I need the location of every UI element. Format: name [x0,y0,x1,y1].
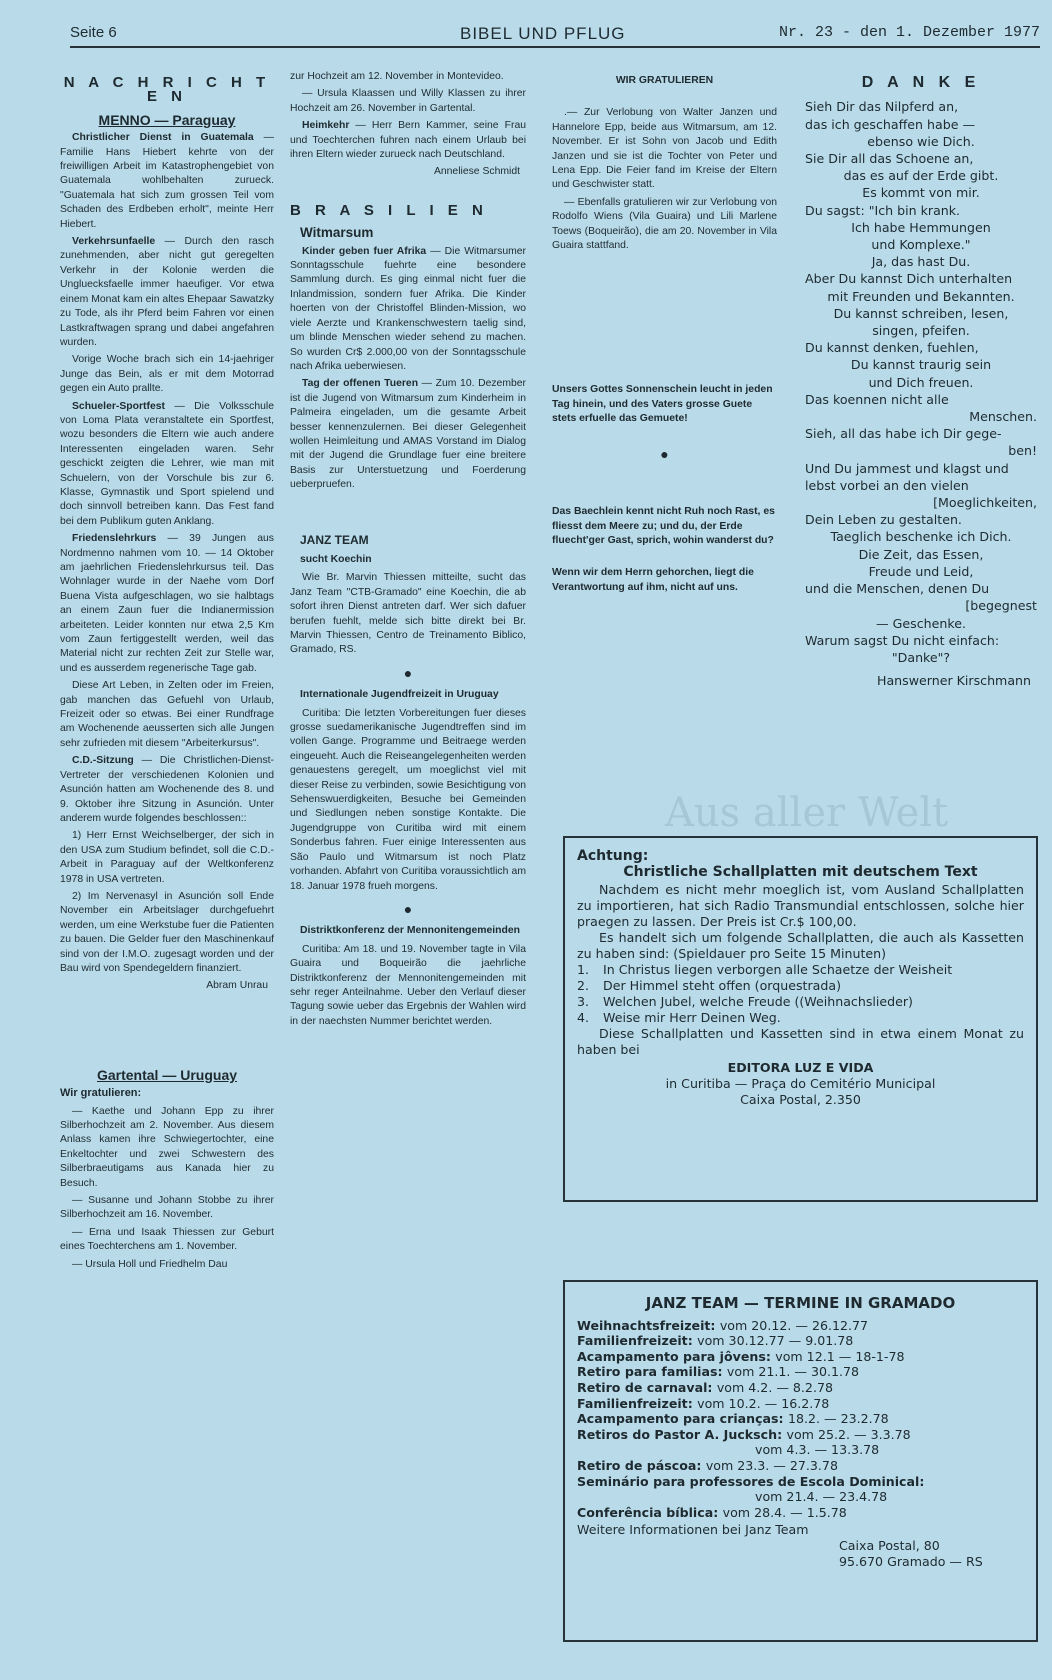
article: C.D.-Sitzung — Die Christlichen-Dienst-Vertreter der verschiedenen Kolonien und Asunción hatten am Wochenende des 8. und 9. Oktober ihre Sitzung in Asunción. Unter anderem wurde folgendes beschlossen:: [60,755,274,824]
schedule-label: Conferência bíblica: [577,1504,723,1520]
schedule-dates: vom 25.2. — 3.3.78 [786,1426,911,1442]
poem-line: "Danke"? [891,649,951,665]
separator-dot: ● [403,664,413,681]
list-item: 2. Der Himmel steht offen (orquestrada) [577,978,841,993]
poem-title: D A N K E [861,74,981,91]
more-info: Weitere Informationen bei Janz Team [577,1522,809,1538]
article: Wie Br. Marvin Thiessen mitteilte, sucht das Janz Team "CTB-Gramado" eine Koechin, die ab sofort ihren Dienst antreten darf. Wer sich dafuer berufen fuehlt, melde sich bitte direkt bei Br. Marvin Thiessen, Centro de Treinamento Biblico, Gramado, RS. [290,572,526,656]
poem-line: [Moeglichkeiten, [933,495,1037,511]
section-brasilien: B R A S I L I E N [290,201,488,219]
schedule-row [577,1474,1024,1490]
poem-line: das ich geschaffen habe — [805,116,976,132]
poem-line: Das koennen nicht alle [805,391,949,407]
schedule-dates: 18.2. — 23.2.78 [787,1411,889,1427]
list-item: 3. Welchen Jubel, welche Freude ((Weihnachslieder) [577,994,913,1009]
poem-line: und die Menschen, denen Du [805,581,990,597]
poem-line: und Komplexe." [871,237,971,253]
schedule-dates: vom 12.1 — 18-1-78 [775,1348,905,1364]
list-item: 1. In Christus liegen verborgen alle Schaetze der Weisheit [577,962,953,977]
schedule-label: Acampamento para jôvens: [577,1348,776,1364]
poem [805,98,1037,666]
schedule-dates: vom 4.3. — 13.3.78 [755,1442,880,1458]
box-text: Nachdem es nicht mehr moeglich ist, vom Ausland Schallplatten zu importieren, hat sich Radio Transmundial entschlossen, solche hier praegen zu lassen. Der Preis ist Cr.$ 100,00. [577,882,1024,929]
poem-line: Sie Dir all das Schoene an, [805,151,974,167]
schedule-label: Retiros do Pastor A. Jucksch: [577,1426,787,1442]
schedule-row [577,1427,1024,1443]
box-text: Diese Schallplatten und Kassetten sind in etwa einem Monat zu haben bei [577,1026,1024,1057]
list-item: 4. Weise mir Herr Deinen Weg. [577,1010,781,1025]
article: Heimkehr — Herr Bern Kammer, seine Frau und Toechterchen fuhren nach einem Urlaub bei ihren Eltern wieder zurueck nach Deutschland. [290,120,526,161]
schedule-row [577,1411,1024,1427]
poem-line: mit Freunden und Bekannten. [827,288,1015,304]
schedule-row [577,1396,1024,1412]
schedule-label: Familienfreizeit: [577,1333,698,1349]
article: Tag der offenen Tueren — Zum 10. Dezember ist die Jugend von Witmarsum zum Kinderheim in Palmeira eingeladen, um die gesamte Arbeit besser kennenzulernen. Bei dieser Gelegenheit wollen Heimleitung und AMAS Vorstand im Dialog mit der Jugend die Grundlage fuer eine breitere Basis zur Unterstuetzung und Foerderung ueberpruefen. [290,378,527,491]
article: — Ursula Klaassen und Willy Klassen zu ihrer Hochzeit am 26. November in Gartental. [290,88,526,114]
poem-line: Freude und Leid, [868,563,974,579]
schedule-label: Familienfreizeit: [577,1395,698,1411]
column-2 [290,70,526,1032]
article: zur Hochzeit am 12. November in Montevideo. [290,71,504,82]
schedule-row [577,1333,1024,1349]
newspaper-title: BIBEL UND PFLUG [460,24,626,43]
address: 95.670 Gramado — RS [839,1553,983,1569]
schedule-dates: vom 23.3. — 27.3.78 [705,1457,838,1473]
poem-line: Sieh, all das habe ich Dir gege- [805,426,1002,442]
signature: Abram Unrau [206,980,268,992]
page-header [70,22,1040,48]
article: .— Zur Verlobung von Walter Janzen und Hannelore Epp, beide aus Witmarsum, am 12. November. Er ist Sohn von Jacob und Edith Janzen und sie ist die Tochter von Peter und Lena Epp. Die Feier fand im Kreise der Eltern und Geschwister statt. [552,107,777,191]
article: — Ebenfalls gratulieren wir zur Verlobung von Rodolfo Wiens (Vila Guaira) und Lili Marlene Toews (Boqueirão), die am 20. November in Vila Guaira stattfand. [552,196,777,252]
poem-line: Dein Leben zu gestalten. [805,512,962,528]
address: Caixa Postal, 80 [839,1537,940,1553]
column-4 [805,70,1037,695]
issue-date: Nr. 23 - den 1. Dezember 1977 [778,24,1040,41]
poem-line: Du kannst traurig sein [850,357,992,373]
signature: Anneliese Schmidt [433,166,520,178]
box-label: Achtung: [577,848,649,864]
box-title: Christliche Schallplatten mit deutschem Text [623,864,978,880]
schedule-row [577,1458,1024,1474]
schedule-dates: vom 28.4. — 1.5.78 [722,1504,847,1520]
schedule-label: Acampamento para crianças: [577,1411,788,1427]
article: Diese Art Leben, in Zelten oder im Freien, gab manchen das Gefuehl von Urlaub, Freizeit oder so etwas. Bei einer Rundfrage am Wochenende aeusserten sich alle Jungen sehr zufrieden mit diesem "Arbeiterkursus". [60,680,274,749]
address: in Curitiba — Praça do Cemitério Municipal [665,1076,936,1091]
poem-line: Und Du jammest und klagst und [805,460,1009,476]
poem-line: Die Zeit, das Essen, [858,546,984,562]
separator-dot: ● [403,900,413,917]
schedule-dates: vom 21.4. — 23.4.78 [755,1489,888,1505]
janz-team-subheading: sucht Koechin [300,553,372,565]
column-1 [60,70,274,1275]
column-3 [552,70,777,613]
article-heading: Internationale Jugendfreizeit in Uruguay [300,689,499,701]
article: — Susanne und Johann Stobbe zu ihrer Silberhochzeit am 16. November. [60,1195,274,1221]
schedule-row [577,1442,1024,1458]
article: 2) Im Nervenasyl in Asunción soll Ende November ein Arbeitslager durchgefuehrt werden, um eine Werkstube fuer die Patienten zu bauen. Die Gelder fuer den Maschinenkauf sind von der I.M.O. zugesagt worden und der Bau wird von Spendegeldern finanziert. [60,890,274,974]
schedule-dates: vom 4.2. — 8.2.78 [716,1379,833,1395]
poem-line: Taeglich beschenke ich Dich. [830,529,1012,545]
subsection-gartental: Gartental — Uruguay [96,1066,238,1083]
schedule-row [577,1489,1024,1505]
poem-line: und Dich freuen. [868,374,974,390]
poem-line: Du sagst: "Ich bin krank. [805,202,961,218]
termine-box [563,1280,1038,1642]
schedule-label: Retiro de páscoa: [577,1457,706,1473]
subheading: Wir gratulieren: [60,1087,142,1100]
verse: Wenn wir dem Herrn gehorchen, liegt die Verantwortung auf ihm, nicht auf uns. [552,567,754,593]
poem-line: — Geschenke. [876,615,966,631]
schedule-dates: vom 20.12. — 26.12.77 [719,1317,869,1333]
schedule-label: Weihnachtsfreizeit: [577,1317,720,1333]
schallplatten-box [563,836,1038,1202]
article: — Kaethe und Johann Epp zu ihrer Silberhochzeit am 2. November. Aus diesem Anlass kamen ihre Schwiegertochter, eine Enkeltochter und zwei Schwestern des Silberbraeutigams aus Kanada hier zu Besuch. [60,1105,274,1189]
article-heading: Distriktkonferenz der Mennonitengemeinden [300,925,520,937]
verse: Das Baechlein kennt nicht Ruh noch Rast, es fliesst dem Meere zu; und du, der Erde fluecht'ger Gast, sprich, wohin wanderst du? [552,506,775,546]
poem-line: Ich habe Hemmungen [851,219,991,235]
poem-line: Warum sagst Du nicht einfach: [805,632,1000,648]
poem-line: Menschen. [969,409,1037,425]
article: Curitiba: Die letzten Vorbereitungen fuer dieses grosse suedamerikanische Jugendtreffen sind im vollen Gange. Programme und Beitraege werden eingeueht. Auch die Reiseangelegenheiten werden genauestens geregelt, um moeglichst viel mit dieser Reise zu verbinden, sowie Besichtigung von Sehenswuerdigkeiten, Besuche bei Gemeinden und Siedlungen neben sonstige Kontakte. Die Jugendgruppe von Curitiba wird mit einem Sonderbus fahren. Fuer einige Interessenten aus São Paulo und Witmarsum ist noch Platz vorhanden. Abfahrt von Curitiba voraussichtlich am 18. Januar 1978 frueh morgens. [290,707,526,892]
poem-line: ben! [1008,443,1037,459]
section-nachrichten: N A C H R I C H T E N [63,74,271,106]
poem-line: das es auf der Erde gibt. [843,168,999,184]
article: Christlicher Dienst in Guatemala — Familie Hans Hiebert kehrte von der freiwilligen Arbeit im Katastrophengebiet von Guatemala wohlbehalten zurueck. "Guatemala hat sich zum grossen Teil vom Schaden des Erdbeben erholt", meinte Herr Hiebert. [60,132,274,230]
article: 1) Herr Ernst Weichselberger, der sich in den USA zum Studium befindet, soll die C.D.-Arbeit in Paraguay auf der Weltkonferenz 1978 in USA vertreten. [60,830,274,885]
article: — Ursula Holl und Friedhelm Dau [72,1258,228,1270]
schedule-label: Retiro de carnaval: [577,1379,717,1395]
schedule-row [577,1505,1024,1521]
separator-dot: ● [660,445,669,462]
poem-line: Sieh Dir das Nilpferd an, [805,99,959,115]
article: Friedenslehrkurs — 39 Jungen aus Nordmenno nahmen vom 10. — 14 Oktober am jaehrlichen Friedenslehrkursus teil. Das Wohnlager wurde in der Naehe vom Dorf Buena Vista aufgeschlagen, wo sie halbtags an einem Zaun fuer die Indianermission arbeiteten. Leider konnten nur etwa 2,5 Km vom Zaun fertiggestellt werden, weil das Material nicht zur rechten Zeit zur Stelle war, und es ausserdem regenerische Tage gab. [60,533,275,674]
box-text: Es handelt sich um folgende Schallplatten, die auch als Kassetten zu haben sind: (Spieldauer pro Seite 15 Minuten) [577,930,1024,961]
article: Schueler-Sportfest — Die Volksschule von Loma Plata veranstaltete ein Sportfest, wozu besonders die Eltern wie auch andere Interessenten eingeladen waren. Sehr geschickt zeigten die Lehrer, wie man mit Schuelern, von der Vorschule bis zur 6. Klasse, Gymnastik und Sport spielend und doch sinnvoll betreiben kann. Das Fest fand bei dem Publikum guten Anklang. [60,400,274,527]
schedule-dates: vom 10.2. — 16.2.78 [697,1395,830,1411]
page-number: Seite 6 [70,24,117,41]
subsection-witmarsum: Witmarsum [300,225,374,241]
schedule-dates: vom 21.1. — 30.1.78 [726,1364,860,1380]
subsection-menno: MENNO — Paraguay [98,111,236,128]
poem-line: lebst vorbei an den vielen [805,477,969,493]
faint-section-heading: Aus aller Welt [665,790,949,836]
poem-line: Du kannst schreiben, lesen, [833,305,1009,321]
poem-line: Es kommt von mir. [862,185,980,201]
contact-row [577,1522,1024,1538]
publisher: EDITORA LUZ E VIDA [727,1060,874,1075]
article: Verkehrsunfaelle — Durch den rasch zunehmenden, aber nicht gut geregelten Verkehr in der Kolonie werden die Ungluecksfaelle immer haeufiger. Vor etwa einem Monat kam ein altes Ehepaar Sawatzky zu Tode, als ihr Pferd beim Fahren vor einen Lastkraftwagen sprang und dabei angefahren wurden. [60,236,275,348]
poem-line: [begegnest [965,598,1037,614]
verse: Unsers Gottes Sonnenschein leucht in jeden Tag hinein, und des Vaters grosse Guete stets erfuelle das Gemuete! [552,384,773,425]
poem-line: singen, pfeifen. [872,323,970,339]
poem-line: Ja, das hast Du. [871,254,971,270]
article: Kinder geben fuer Afrika — Die Witmarsumer Sonntagsschule fuehrte eine besondere Sammlung durch. Es ging einmal nicht fuer die Inlandmission, sondern fuer Afrika. Die Kinder hoerten von der Christoffel Blinden-Mission, wo viele Aerzte und Krankenschwestern taelig sind, um blinde Menschen wieder sehend zu machen. So wurden Cr$ 2.000,00 von der Sonntagsschule nach Afrika ueberwiesen. [290,245,526,372]
poem-author: Hanswerner Kirschmann [877,673,1031,689]
schedule-label: Seminário para professores de Escola Dominical: [577,1473,925,1489]
schedule-label: Retiro para familias: [577,1364,727,1380]
poem-line: Aber Du kannst Dich unterhalten [805,271,1013,287]
schedule-dates: vom 30.12.77 — 9.01.78 [697,1333,854,1349]
schedule-row [577,1349,1024,1365]
schedule-row [577,1380,1024,1396]
article: — Erna und Isaak Thiessen zur Geburt eines Toechterchens am 1. November. [60,1226,274,1253]
article: Curitiba: Am 18. und 19. November tagte in Vila Guaira und Boqueirão die jaehrliche Distriktkonferenz der Mennonitengemeinden mit sehr reger Anteilnahme. Ueber den Verlauf dieser Tagung sowie ueber das Ergebnis der Wahlen wird in der naechsten Nummer berichtet werden. [290,943,526,1027]
box-title: JANZ TEAM — TERMINE IN GRAMADO [645,1294,956,1312]
schedule-list [577,1318,1024,1521]
schedule-row [577,1318,1024,1334]
schedule-row [577,1364,1024,1380]
congratulations-heading: WIR GRATULIEREN [615,75,714,86]
poem-line: Du kannst denken, fuehlen, [805,340,979,356]
address: Caixa Postal, 2.350 [740,1092,861,1107]
janz-team-heading: JANZ TEAM [300,532,369,547]
article: Vorige Woche brach sich ein 14-jaehriger Junge das Bein, als er mit dem Motorrad gegen ein Auto prallte. [60,354,274,395]
poem-line: ebenso wie Dich. [867,133,975,149]
